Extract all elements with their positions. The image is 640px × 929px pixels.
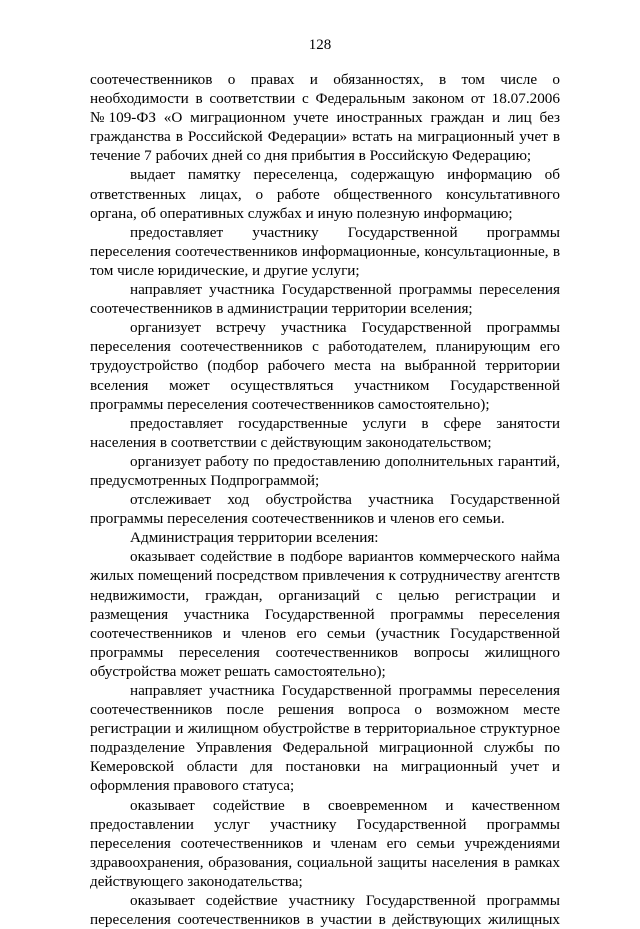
paragraph-housing-programs: оказывает содействие участнику Государственной программы переселения соотечественников в участии в действующих жилищных (90, 892, 560, 929)
paragraph-services: предоставляет участнику Государственной программы переселения соотечественников информационные, консультационные, в том числе юридические, и другие услуги; (90, 223, 560, 279)
paragraph-guarantees: организует работу по предоставлению дополнительных гарантий, предусмотренных Подпрограммой; (90, 452, 560, 489)
paragraph-continuation: соотечественников о правах и обязанностях, в том числе о необходимости в соответствии с Федеральным законом от 18.07.2006 №109-ФЗ «О миграционном учете иностранных граждан и лиц без гражданства в Российской Федерации» встать на миграционный учет в течение 7 рабочих дней со дня прибытия в Российскую Федерацию; (90, 71, 560, 165)
paragraph-employment-services: предоставляет государственные услуги в сфере занятости населения в соответствии с действующим законодательством; (90, 414, 560, 451)
paragraph-registration-referral: направляет участника Государственной программы переселения соотечественников после решения вопроса о возможном месте регистрации и жилищном обустройстве в территориальное структурное подразделение Управления Федеральной миграционной службы по Кемеровской области для постановки на миграционный учет и оформления правового статуса; (90, 682, 560, 795)
paragraph-referral: направляет участника Государственной программы переселения соотечественников в администрации территории вселения; (90, 281, 560, 318)
paragraph-monitoring: отслеживает ход обустройства участника Государственной программы переселения соотечественников и членов его семьи. (90, 491, 560, 528)
paragraph-administration-heading: Администрация территории вселения: (130, 529, 379, 547)
paragraph-social-services: оказывает содействие в своевременном и качественном предоставлении услуг участнику Государственной программы переселения соотечественников и членам его семьи учреждениями здравоохранения, образования, социальной защиты населения в рамках действующего законодательства; (90, 796, 560, 890)
page-number: 128 (308, 37, 332, 53)
paragraph-memo: выдает памятку переселенца, содержащую информацию об ответственных лицах, о работе общественного консультативного органа, об оперативных службах и иную полезную информацию; (90, 166, 560, 222)
paragraph-employer-meeting: организует встречу участника Государственной программы переселения соотечественников с работодателем, планирующим его трудоустройство (подбор рабочего места на выбранной территории вселения может осуществляться участником Государственной программы переселения соотечественников самостоятельно); (90, 319, 560, 413)
document-body (90, 70, 560, 929)
paragraph-housing-search: оказывает содействие в подборе вариантов коммерческого найма жилых помещений посредством привлечения к сотрудничеству агентств недвижимости, граждан, организаций с целью регистрации и размещения участника Государственной программы переселения соотечественников и членов его семьи (участник Государственной программы переселения соотечественников вопросы жилищного обустройства может решать самостоятельно); (90, 548, 560, 680)
